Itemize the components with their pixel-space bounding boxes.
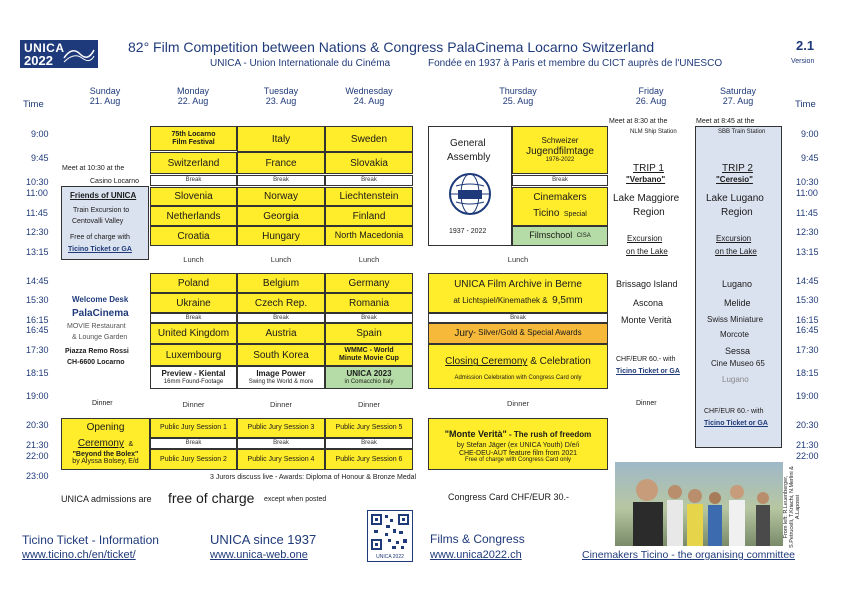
friday-region1: Lake Maggiore bbox=[613, 193, 680, 204]
monday-dinner: Dinner bbox=[182, 400, 205, 409]
friday-meet: Meet at 8:30 at the bbox=[609, 118, 668, 125]
slot-ukraine: Ukraine bbox=[150, 293, 237, 313]
time-label: 21:30 bbox=[26, 440, 49, 450]
qr-code[interactable] bbox=[367, 510, 413, 562]
congress-card: Congress Card CHF/EUR 30.- bbox=[448, 492, 570, 502]
day-name: Monday bbox=[176, 86, 210, 96]
day-date: 27. Aug bbox=[722, 96, 754, 107]
saturday-exc1: Excursion bbox=[716, 234, 752, 243]
closing-admission: Admission Celebration with Congress Card only bbox=[454, 375, 582, 381]
break-cell: Break bbox=[325, 313, 413, 323]
jury-label: Jury bbox=[454, 328, 474, 339]
time-label-right: 9:00 bbox=[801, 129, 819, 139]
friday-dinner: Dinner bbox=[636, 400, 657, 407]
version-number: 2.1 bbox=[796, 38, 815, 53]
slot-slovakia: Slovakia bbox=[325, 152, 413, 174]
wednesday-dinner: Dinner bbox=[357, 400, 381, 409]
slot-germany: Germany bbox=[325, 273, 413, 293]
wmmc-cup bbox=[325, 344, 413, 366]
movie-restaurant: MOVIE Restaurant bbox=[67, 323, 126, 330]
team-photo bbox=[615, 462, 783, 546]
jury-session-2: Public Jury Session 2 bbox=[150, 449, 237, 470]
time-label: 10:30 bbox=[26, 177, 49, 187]
time-label: 11:45 bbox=[26, 208, 48, 218]
time-label-right: 14:45 bbox=[796, 276, 819, 286]
photo-credit: From left: R.Leuenberger, S.Petrucelli, T.Kriachi, N.Merlini & A.Lapossi bbox=[782, 466, 802, 548]
wmmc-line1: WMMC - World bbox=[344, 347, 394, 355]
thursday-years: 1937 - 2022 bbox=[449, 228, 487, 235]
preview-kiental bbox=[150, 366, 237, 389]
slot-italy: Italy bbox=[237, 126, 325, 152]
jury-session-6: Public Jury Session 6 bbox=[325, 449, 413, 470]
break-cell: Break bbox=[150, 175, 237, 186]
time-label-right: 16:15 bbox=[796, 315, 819, 325]
jury-awards bbox=[428, 323, 608, 344]
free-of-charge: free of charge bbox=[168, 490, 255, 506]
break-cell: Break bbox=[237, 438, 325, 449]
break-cell: Break bbox=[150, 313, 237, 323]
saturday-meet: Meet at 8:45 at the bbox=[696, 118, 755, 125]
time-label: 9:45 bbox=[31, 153, 49, 163]
time-label: 15:30 bbox=[26, 295, 49, 305]
saturday-ticket-link[interactable]: Ticino Ticket or GA bbox=[704, 420, 768, 427]
closing-ceremony bbox=[428, 344, 608, 389]
saturday-place6: Cine Museo 65 bbox=[711, 359, 765, 368]
lunch-label: Lunch bbox=[270, 255, 292, 264]
cine-special: Special bbox=[563, 211, 587, 219]
opening-line1: Opening bbox=[86, 422, 125, 434]
day-name: Friday bbox=[638, 86, 664, 96]
time-label-right: 10:30 bbox=[796, 177, 819, 187]
time-label: 14:45 bbox=[26, 276, 49, 286]
filmschool-cisa bbox=[512, 226, 608, 246]
saturday-exc2: on the Lake bbox=[715, 247, 757, 256]
time-label: 12:30 bbox=[26, 227, 49, 237]
jurors-info: 3 Jurors discuss live - Awards: Diploma of Honour & Bronze Medal bbox=[210, 474, 417, 481]
sunday-meet-place: Casino Locarno bbox=[90, 178, 140, 185]
address-line1: Piazza Remo Rossi bbox=[65, 348, 129, 355]
unica2023-line1: UNICA 2023 bbox=[346, 368, 392, 378]
welcome-desk: Welcome Desk bbox=[72, 295, 129, 304]
break-cell: Break bbox=[237, 175, 325, 186]
time-label-right: 13:15 bbox=[796, 247, 819, 257]
mv-subtitle: - The rush of freedom bbox=[506, 430, 592, 440]
slot-south-korea: South Korea bbox=[237, 344, 325, 366]
time-label: 16:45 bbox=[26, 325, 49, 335]
friends-of-unica: Friends of UNICA bbox=[70, 191, 137, 200]
break-cell: Break bbox=[428, 313, 608, 323]
day-header-wednesday bbox=[326, 86, 412, 107]
schweizer-line3: 1976-2022 bbox=[545, 156, 575, 163]
cinemakers-ticino bbox=[512, 187, 608, 226]
opening-line5: by Alyssa Bolsey, E/d bbox=[72, 458, 139, 466]
logo-line2: 2022 bbox=[24, 53, 53, 68]
day-name: Wednesday bbox=[345, 86, 393, 96]
slot-norway: Norway bbox=[237, 187, 325, 206]
archive-line2: at Lichtspiel/Kinemathek & bbox=[453, 295, 548, 305]
sunday-dinner: Dinner bbox=[92, 400, 113, 407]
slot-romania: Romania bbox=[325, 293, 413, 313]
saturday-meet-place: SBB Train Station bbox=[718, 129, 766, 135]
trip2-label: TRIP 2 bbox=[722, 163, 753, 174]
footer-films-title: Films & Congress bbox=[430, 532, 525, 546]
slot-austria: Austria bbox=[237, 323, 325, 344]
saturday-place2: Melide bbox=[724, 298, 751, 308]
day-name: Sunday bbox=[89, 86, 121, 96]
trip2-name: "Ceresio" bbox=[716, 175, 753, 184]
slot-switzerland: Switzerland bbox=[150, 152, 237, 174]
slot-spain: Spain bbox=[325, 323, 413, 344]
friday-place1: Brissago Island bbox=[616, 279, 678, 289]
slot-united-kingdom: United Kingdom bbox=[150, 323, 237, 344]
team-photo-figures bbox=[615, 462, 783, 546]
day-name: Saturday bbox=[719, 86, 757, 96]
slot-north-macedonia: North Macedonia bbox=[325, 226, 413, 246]
palacinema: PalaCinema bbox=[72, 308, 129, 319]
friday-place2: Ascona bbox=[633, 298, 664, 308]
break-cell: Break bbox=[150, 438, 237, 449]
opening-ceremony bbox=[61, 418, 150, 470]
lunch-label: Lunch bbox=[507, 255, 529, 264]
time-header-right: Time bbox=[795, 99, 816, 110]
day-date: 23. Aug bbox=[265, 96, 297, 107]
qr-label: UNICA 2022 bbox=[376, 554, 404, 560]
address-line2: CH-6600 Locarno bbox=[67, 359, 125, 366]
image-power bbox=[237, 366, 325, 389]
time-label-right: 15:30 bbox=[796, 295, 819, 305]
time-label: 18:15 bbox=[26, 368, 49, 378]
time-label: 22:00 bbox=[26, 451, 49, 461]
day-header-thursday bbox=[428, 86, 608, 107]
preview-line1: Preview - Kiental bbox=[161, 368, 226, 378]
slot-sweden: Sweden bbox=[325, 126, 413, 152]
jury-session-1: Public Jury Session 1 bbox=[150, 418, 237, 438]
break-cell: Break bbox=[325, 175, 413, 186]
time-label-right: 11:45 bbox=[796, 208, 818, 218]
time-label: 20:30 bbox=[26, 420, 49, 430]
image-line2: Swing the World & more bbox=[248, 378, 314, 385]
opening-line2: Ceremony bbox=[77, 438, 124, 450]
mv-origin: CHE-DEU-AUT feature film from 2021 bbox=[458, 449, 578, 457]
friday-place3: Monte Verità bbox=[621, 315, 672, 325]
time-label-right: 18:15 bbox=[796, 368, 819, 378]
time-label-right: 11:00 bbox=[796, 188, 818, 198]
logo-wave-icon bbox=[62, 42, 96, 66]
time-label-right: 12:30 bbox=[796, 227, 819, 237]
time-label-right: 17:30 bbox=[796, 345, 819, 355]
excursion-line1: Train Excursion to bbox=[73, 207, 130, 214]
slot-poland: Poland bbox=[150, 273, 237, 293]
friday-region2: Region bbox=[633, 207, 665, 218]
general-line1: General bbox=[450, 138, 486, 149]
time-label: 17:30 bbox=[26, 345, 49, 355]
time-label-right: 9:45 bbox=[801, 153, 819, 163]
time-label: 9:00 bbox=[31, 129, 49, 139]
slot-france: France bbox=[237, 152, 325, 174]
footer-films-link[interactable]: www.unica2022.ch bbox=[430, 549, 522, 561]
day-date: 21. Aug bbox=[89, 96, 121, 107]
admissions-text: UNICA admissions are bbox=[61, 494, 152, 504]
opening-amp: & bbox=[128, 441, 134, 449]
excursion-line2: Centovalli Valley bbox=[72, 218, 124, 225]
thursday-dinner: Dinner bbox=[506, 399, 530, 408]
saturday-region2: Region bbox=[721, 207, 753, 218]
jury-awards-label: - Silver/Gold & Special Awards bbox=[473, 328, 582, 338]
slot-czech-rep: Czech Rep. bbox=[237, 293, 325, 313]
mv-title: "Monte Verità" bbox=[444, 429, 507, 440]
slot-georgia: Georgia bbox=[237, 206, 325, 226]
mv-free: Free of charge with Congress Card only bbox=[464, 457, 572, 464]
saturday-place1: Lugano bbox=[722, 279, 753, 289]
closing-label: Closing Ceremony bbox=[445, 356, 528, 368]
day-date: 26. Aug bbox=[635, 96, 667, 107]
preview-line2: 16mm Found-Footage bbox=[163, 378, 224, 385]
unica-globe-icon bbox=[448, 172, 492, 216]
image-line1: Image Power bbox=[256, 368, 306, 378]
slot-croatia: Croatia bbox=[150, 226, 237, 246]
time-label: 13:15 bbox=[26, 247, 49, 257]
break-cell: Break bbox=[325, 438, 413, 449]
sunday-meet: Meet at 10:30 at the bbox=[62, 165, 125, 172]
filmschool-cisa: CISA bbox=[576, 232, 591, 239]
saturday-place4: Morcote bbox=[720, 330, 749, 339]
lounge-garden: & Lounge Garden bbox=[72, 334, 128, 341]
slot-hungary: Hungary bbox=[237, 226, 325, 246]
footer-ticino-link[interactable]: www.ticino.ch/en/ticket/ bbox=[22, 549, 136, 561]
trip1-name: "Verbano" bbox=[626, 175, 666, 184]
subtitle-founded: Fondée en 1937 à Paris et membre du CICT auprès de l'UNESCO bbox=[428, 58, 723, 69]
day-date: 24. Aug bbox=[353, 96, 385, 107]
time-label-right: 19:00 bbox=[796, 391, 819, 401]
unica-2023 bbox=[325, 366, 413, 389]
mv-author: by Stefan Jäger (ex UNICA Youth) D/e/i bbox=[456, 441, 580, 449]
time-label-right: 20:30 bbox=[796, 420, 819, 430]
saturday-region1: Lake Lugano bbox=[706, 193, 764, 204]
opening-line4: "Beyond the Bolex" bbox=[72, 450, 139, 458]
slot-belgium: Belgium bbox=[237, 273, 325, 293]
monte-verita-film bbox=[428, 418, 608, 470]
break-cell: Break bbox=[237, 313, 325, 323]
day-date: 22. Aug bbox=[177, 96, 209, 107]
unica2023-line2: in Comacchio Italy bbox=[344, 378, 394, 385]
time-label: 23:00 bbox=[26, 471, 49, 481]
page-title: 82° Film Competition between Nations & Congress PalaCinema Locarno Switzerland bbox=[128, 39, 655, 55]
time-label: 11:00 bbox=[26, 188, 48, 198]
day-header-friday bbox=[608, 86, 694, 107]
slot-finland: Finland bbox=[325, 206, 413, 226]
friday-price: CHF/EUR 60.- with bbox=[616, 356, 676, 363]
day-name: Thursday bbox=[499, 86, 537, 96]
slot-netherlands: Netherlands bbox=[150, 206, 237, 226]
slot-luxembourg: Luxembourg bbox=[150, 344, 237, 366]
day-name: Tuesday bbox=[263, 86, 299, 96]
trip1-label: TRIP 1 bbox=[633, 163, 664, 174]
friday-meet-place: NLM Ship Station bbox=[630, 129, 677, 135]
saturday-place7: Lugano bbox=[722, 375, 749, 384]
time-label: 19:00 bbox=[26, 391, 49, 401]
cine-line1: Cinemakers bbox=[533, 192, 587, 204]
jury-session-3: Public Jury Session 3 bbox=[237, 418, 325, 438]
wmmc-line2: Minute Movie Cup bbox=[339, 355, 399, 362]
photo-credit-wrap bbox=[782, 462, 802, 548]
time-label-right: 21:30 bbox=[796, 440, 819, 450]
saturday-place3: Swiss Miniature bbox=[707, 315, 764, 324]
footer-ticino-title: Ticino Ticket - Information bbox=[22, 533, 159, 547]
cine-line2: Ticino bbox=[533, 208, 560, 220]
schweizer-line2: Jugendfilmtage bbox=[526, 145, 594, 157]
sunday-free: Free of charge with bbox=[70, 234, 130, 241]
friday-exc1: Excursion bbox=[627, 234, 663, 243]
film-archive-berne bbox=[428, 273, 608, 313]
logo-line1: UNICA bbox=[24, 41, 65, 55]
schweizer-jugendfilmtage bbox=[512, 126, 608, 174]
jury-session-5: Public Jury Session 5 bbox=[325, 418, 413, 438]
time-header-left: Time bbox=[23, 99, 44, 110]
break-cell: Break bbox=[512, 175, 608, 186]
archive-line1: UNICA Film Archive in Berne bbox=[454, 278, 582, 290]
time-label: 16:15 bbox=[26, 315, 49, 325]
general-line2: Assembly bbox=[447, 152, 491, 163]
sunday-ticket-link[interactable]: Ticino Ticket or GA bbox=[68, 246, 132, 253]
footer-unica-title: UNICA since 1937 bbox=[210, 532, 317, 547]
tuesday-dinner: Dinner bbox=[269, 400, 293, 409]
friday-ticket-link[interactable]: Ticino Ticket or GA bbox=[616, 368, 680, 375]
schweizer-line1: Schweizer bbox=[541, 135, 579, 145]
time-label-right: 22:00 bbox=[796, 451, 819, 461]
version-label: Version bbox=[791, 58, 815, 65]
slot-liechtenstein: Liechtenstein bbox=[325, 187, 413, 206]
jury-session-4: Public Jury Session 4 bbox=[237, 449, 325, 470]
closing-celebration: & Celebration bbox=[527, 356, 591, 368]
except-posted: except when posted bbox=[264, 496, 327, 503]
time-label-right: 16:45 bbox=[796, 325, 819, 335]
saturday-price: CHF/EUR 60.- with bbox=[704, 408, 764, 415]
festival-line1: 75th Locarno bbox=[171, 130, 216, 138]
saturday-place5: Sessa bbox=[725, 346, 751, 356]
day-header-sunday bbox=[62, 86, 148, 107]
festival-line2: Film Festival bbox=[172, 138, 215, 146]
unica-logo bbox=[20, 40, 98, 68]
footer-unica-link[interactable]: www.unica-web.one bbox=[210, 549, 308, 561]
slot-slovenia: Slovenia bbox=[150, 187, 237, 206]
filmschool-label: Filmschool bbox=[529, 230, 573, 241]
qr-code-icon bbox=[368, 511, 412, 553]
archive-line3: 9,5mm bbox=[552, 294, 583, 306]
day-header-tuesday bbox=[238, 86, 324, 107]
day-header-monday bbox=[150, 86, 236, 107]
subtitle-union: UNICA - Union Internationale du Cinéma bbox=[210, 58, 391, 69]
day-header-saturday bbox=[695, 86, 781, 107]
footer-committee: Cinemakers Ticino - the organising committee bbox=[582, 549, 796, 561]
lunch-label: Lunch bbox=[183, 255, 204, 264]
locarno-festival bbox=[150, 126, 237, 151]
lunch-label: Lunch bbox=[358, 255, 380, 264]
day-date: 25. Aug bbox=[502, 96, 534, 107]
friday-exc2: on the Lake bbox=[626, 247, 668, 256]
